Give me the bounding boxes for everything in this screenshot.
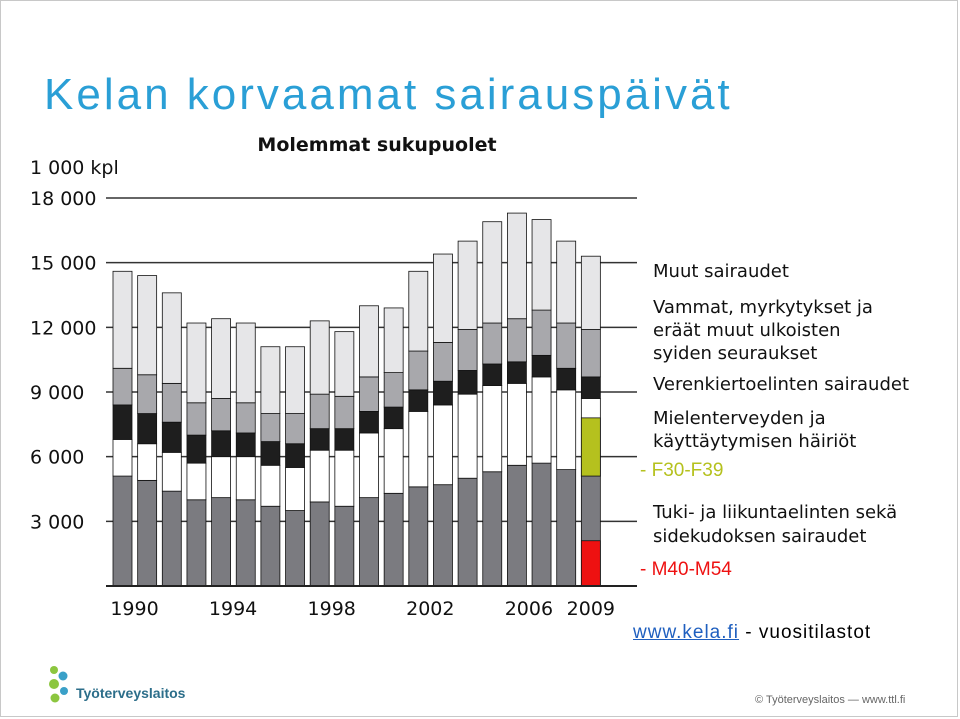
legend-vammat-line3: syiden seuraukset	[653, 343, 818, 364]
x-tick-label: 1990	[110, 598, 159, 620]
bar-segment-2002-s0	[409, 487, 428, 586]
footer-copyright: © Työterveyslaitos — www.ttl.fi	[755, 694, 906, 706]
bar-segment-1994-s0	[212, 498, 231, 586]
legend-mielen-line2: käyttäytymisen häiriöt	[653, 431, 857, 452]
bar-segment-2003-s4	[433, 254, 452, 342]
bar-segment-1999-s2	[335, 429, 354, 451]
bar-segment-2005-s3	[483, 323, 502, 364]
legend-f-code: - F30-F39	[640, 460, 724, 481]
bar-segment-2008-s4	[557, 241, 576, 323]
bar-segment-1996-s1	[261, 465, 280, 506]
bar-segment-2004-s0	[458, 478, 477, 586]
bar-segment-2006-s0	[507, 465, 526, 586]
legend	[640, 261, 909, 580]
bar-segment-1991-s4	[138, 276, 157, 375]
bar-segment-1996-s0	[261, 506, 280, 586]
bar-segment-2000-s1	[360, 433, 379, 498]
slide-title: Kelan korvaamat sairauspäivät	[44, 70, 733, 119]
legend-mielen-line1: Mielenterveyden ja	[653, 408, 826, 429]
bar-segment-2008-s1	[557, 390, 576, 470]
bar-segment-1999-s1	[335, 450, 354, 506]
bar-segment-1994-s4	[212, 319, 231, 399]
bar-segment-2004-s3	[458, 329, 477, 370]
source-line	[633, 622, 871, 644]
legend-tuki-line1: Tuki- ja liikuntaelinten sekä	[653, 502, 898, 523]
bar-segment-1994-s3	[212, 398, 231, 430]
bar-segment-1991-s2	[138, 414, 157, 444]
legend-vammat-line2: eräät muut ulkoisten	[653, 320, 841, 341]
x-tick-label: 2006	[504, 598, 554, 620]
x-tick-label: 2002	[406, 598, 455, 620]
bar-segment-1991-s0	[138, 480, 157, 586]
highlight-f30-f39	[581, 418, 600, 476]
bar-segment-1999-s3	[335, 396, 354, 428]
ttl-logo	[46, 664, 185, 704]
bar-segment-1998-s4	[310, 321, 329, 394]
y-tick-label: 6 000	[30, 446, 85, 469]
bar-segment-2003-s3	[433, 342, 452, 381]
bar-segment-2005-s4	[483, 222, 502, 323]
bar-segment-1992-s1	[162, 452, 181, 491]
kela-link[interactable]: www.kela.fi	[633, 622, 740, 643]
bar-segment-2000-s2	[360, 411, 379, 433]
bar-segment-2009-s2	[581, 377, 600, 399]
bar-segment-1996-s4	[261, 347, 280, 414]
bar-segment-2002-s3	[409, 351, 428, 390]
y-tick-label: 15 000	[30, 252, 97, 275]
bar-segment-1991-s1	[138, 444, 157, 481]
bar-segment-1997-s1	[286, 467, 305, 510]
bar-segment-2008-s3	[557, 323, 576, 368]
legend-muut: Muut sairaudet	[653, 261, 789, 282]
bar-segment-1993-s0	[187, 500, 206, 586]
source-suffix: - vuositilastot	[739, 622, 872, 643]
bar-segment-2001-s2	[384, 407, 403, 429]
bar-segment-2007-s4	[532, 220, 551, 311]
bar-segment-2003-s2	[433, 381, 452, 405]
y-tick-label: 3 000	[30, 511, 85, 534]
y-tick-label: 12 000	[30, 317, 97, 340]
bar-segment-1998-s3	[310, 394, 329, 428]
x-tick-label: 1998	[307, 598, 356, 620]
bar-segment-2009-s4	[581, 256, 600, 329]
y-tick-label: 9 000	[30, 382, 85, 404]
bar-segment-1991-s3	[138, 375, 157, 414]
x-tick-label: 1994	[208, 598, 258, 620]
bar-segment-2002-s2	[409, 390, 428, 412]
bar-segment-1995-s1	[236, 457, 255, 500]
bar-segment-2000-s3	[360, 377, 379, 411]
bar-segment-2006-s3	[507, 319, 526, 362]
bar-segment-2007-s3	[532, 310, 551, 355]
bar-segment-2001-s1	[384, 429, 403, 494]
legend-veren: Verenkiertoelinten sairaudet	[653, 374, 909, 395]
bar-segment-1994-s2	[212, 431, 231, 457]
bar-segment-2006-s2	[507, 362, 526, 384]
bar-segment-1999-s0	[335, 506, 354, 586]
bar-segment-2005-s2	[483, 364, 502, 386]
bar-segment-1999-s4	[335, 332, 354, 397]
bar-segment-1998-s0	[310, 502, 329, 586]
bar-segment-1992-s4	[162, 293, 181, 384]
bar-segment-2006-s1	[507, 383, 526, 465]
bar-segment-2008-s0	[557, 470, 576, 586]
bar-segment-1997-s4	[286, 347, 305, 414]
bar-segment-1993-s4	[187, 323, 206, 403]
bar-segment-2004-s4	[458, 241, 477, 329]
logo-text: Työterveyslaitos	[76, 685, 186, 701]
bar-segment-2002-s4	[409, 271, 428, 351]
bar-segment-2005-s0	[483, 472, 502, 586]
bar-segment-2008-s2	[557, 368, 576, 390]
bar-segment-2001-s4	[384, 308, 403, 373]
bar-segment-1990-s2	[113, 405, 132, 439]
bar-segment-1992-s3	[162, 383, 181, 422]
x-tick-label: 2009	[566, 598, 616, 620]
bar-segment-1992-s0	[162, 491, 181, 586]
bar-segment-1993-s3	[187, 403, 206, 435]
bar-segment-2007-s0	[532, 463, 551, 586]
bar-segment-2006-s4	[507, 213, 526, 319]
bar-segment-1990-s4	[113, 271, 132, 368]
bar-segment-2003-s1	[433, 405, 452, 485]
bar-segment-2005-s1	[483, 386, 502, 472]
bar-segment-2009-s3	[581, 329, 600, 376]
bar-segment-1997-s0	[286, 511, 305, 586]
bar-segment-2001-s0	[384, 493, 403, 586]
bar-segment-2004-s1	[458, 394, 477, 478]
bar-segment-2002-s1	[409, 411, 428, 486]
bar-segment-1990-s0	[113, 476, 132, 586]
bar-segment-2007-s2	[532, 355, 551, 377]
bar-segment-1995-s3	[236, 403, 255, 433]
bar-segment-1997-s3	[286, 414, 305, 444]
bar-segment-1990-s1	[113, 439, 132, 476]
y-axis-unit-label: 1 000 kpl	[30, 157, 119, 179]
bar-segment-2000-s0	[360, 498, 379, 586]
bar-segment-2001-s3	[384, 373, 403, 407]
y-tick-label: 18 000	[30, 188, 97, 210]
chart-title: Molemmat sukupuolet	[257, 134, 497, 156]
bar-segment-1995-s0	[236, 500, 255, 586]
bar-segment-1995-s2	[236, 433, 255, 457]
bar-segment-1993-s1	[187, 463, 206, 500]
bar-segment-1998-s2	[310, 429, 329, 451]
bar-segment-2004-s2	[458, 370, 477, 394]
ttl-logo-icon	[46, 664, 72, 704]
bar-segment-1995-s4	[236, 323, 255, 403]
bar-segment-1992-s2	[162, 422, 181, 452]
bar-segment-1996-s2	[261, 442, 280, 466]
bar-segment-2003-s0	[433, 485, 452, 586]
bar-segment-1997-s2	[286, 444, 305, 468]
bar-segment-2007-s1	[532, 377, 551, 463]
bar-segment-1996-s3	[261, 414, 280, 442]
legend-vammat-line1: Vammat, myrkytykset ja	[653, 297, 873, 318]
legend-tuki-line2: sidekudoksen sairaudet	[653, 526, 867, 547]
highlight-m40-m54	[581, 541, 600, 586]
bar-segment-2000-s4	[360, 306, 379, 377]
bar-segment-1994-s1	[212, 457, 231, 498]
bar-segment-1998-s1	[310, 450, 329, 502]
bar-segment-1990-s3	[113, 368, 132, 405]
bar-segment-1993-s2	[187, 435, 206, 463]
legend-m-code: - M40-M54	[640, 559, 732, 580]
